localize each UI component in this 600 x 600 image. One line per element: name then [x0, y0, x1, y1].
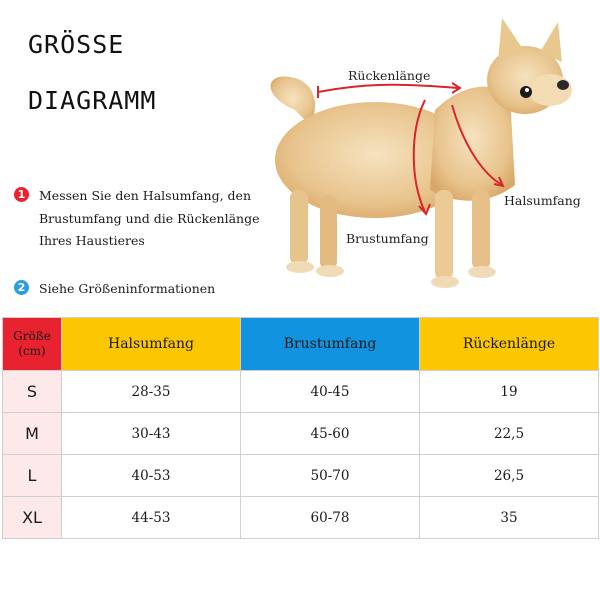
back-value: 26,5	[420, 455, 599, 497]
title-line-2: DIAGRAMM	[28, 86, 157, 115]
chest-label: Brustumfang	[346, 231, 429, 246]
size-chart-table	[2, 317, 599, 539]
back-value: 19	[420, 371, 599, 413]
neck-value: 40-53	[62, 455, 241, 497]
neck-header: Halsumfang	[62, 318, 241, 371]
step-text: Siehe Größeninformationen	[39, 281, 216, 296]
neck-label: Halsumfang	[504, 193, 581, 208]
instruction-step-1	[14, 185, 269, 253]
chest-value: 50-70	[241, 455, 420, 497]
dog-illustration	[240, 0, 600, 305]
neck-value: 44-53	[62, 497, 241, 539]
neck-value: 28-35	[62, 371, 241, 413]
back-header: Rückenlänge	[420, 318, 599, 371]
back-value: 22,5	[420, 413, 599, 455]
step-number-badge: 1	[14, 187, 29, 202]
step-text: Messen Sie den Halsumfang, den Brustumfang und die Rückenlänge Ihres Haustieres	[39, 188, 260, 248]
chest-header: Brustumfang	[241, 318, 420, 371]
step-number-badge: 2	[14, 280, 29, 295]
size-label: XL	[3, 497, 62, 539]
table-row	[3, 413, 599, 455]
back-length-label: Rückenlänge	[348, 68, 431, 83]
instruction-step-2	[14, 278, 269, 301]
size-label: L	[3, 455, 62, 497]
table-row	[3, 371, 599, 413]
size-label: S	[3, 371, 62, 413]
size-unit-header: Größe (cm)	[3, 318, 62, 371]
size-label: M	[3, 413, 62, 455]
title-line-1: GRÖSSE	[28, 30, 125, 59]
neck-value: 30-43	[62, 413, 241, 455]
chest-value: 40-45	[241, 371, 420, 413]
chest-value: 45-60	[241, 413, 420, 455]
table-header-row	[3, 318, 599, 371]
table-row	[3, 455, 599, 497]
chihuahua-image	[240, 0, 600, 305]
table-row	[3, 497, 599, 539]
chest-value: 60-78	[241, 497, 420, 539]
back-value: 35	[420, 497, 599, 539]
